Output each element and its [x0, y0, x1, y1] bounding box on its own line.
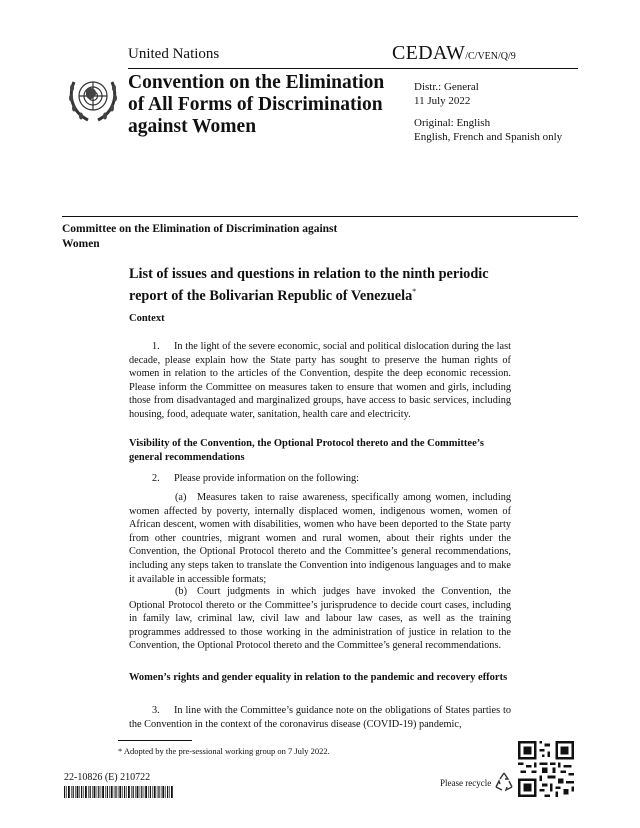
section-heading-pandemic: Women’s rights and gender equality in relation to the pandemic and recovery efforts: [129, 672, 508, 683]
paragraph-2a: [129, 491, 511, 586]
paragraph-2b: [129, 585, 511, 653]
un-emblem-icon: [64, 72, 122, 124]
document-title-text: List of issues and questions in relation to the ninth periodic report of the Bolivarian Republic of Venezuela: [129, 266, 489, 304]
section-heading-context: Context: [129, 313, 165, 324]
subparagraph-letter: (b): [175, 586, 188, 597]
document-symbol: [392, 42, 516, 65]
section-heading-visibility: Visibility of the Convention, the Optional Protocol thereto and the Committee’s general recommendations: [129, 438, 484, 463]
issue-date: 11 July 2022: [414, 95, 471, 107]
paragraph-1: [129, 340, 511, 422]
distribution: Distr.: General: [414, 81, 479, 93]
footnote-marker: *: [412, 287, 417, 296]
recycle-icon: [492, 770, 516, 794]
languages: English, French and Spanish only: [414, 131, 563, 143]
committee-name: Committee on the Elimination of Discrimination against Women: [62, 223, 338, 250]
symbol-suffix: /C/VEN/Q/9: [465, 51, 516, 62]
footnote-rule: [118, 740, 192, 741]
symbol-main: CEDAW: [392, 42, 466, 64]
qr-code-icon: [518, 741, 574, 797]
barcode-icon: [64, 786, 174, 798]
recycle-label: Please recycle: [440, 778, 492, 788]
organization-name: United Nations: [128, 46, 220, 62]
paragraph-text: In line with the Committee’s guidance note on the obligations of States parties to the Convention in the context of the coronavirus disease (COVID-19) pandemic,: [129, 705, 511, 730]
distribution-block: [414, 80, 479, 108]
paragraph-2: [129, 472, 511, 486]
paragraph-text: In the light of the severe economic, social and political dislocation during the last decade, please explain how the State party has sought to preserve the human rights of women in relation to the articles of the Convention, despite the deep economic recession. Please inform the Committee on measures taken to ensure that women and girls, including those from disadvantaged and marginalized groups, have access to basic services, including housing, food, adequate water, sanitation, health care and electricity.: [129, 341, 511, 420]
original-language: Original: English: [414, 117, 491, 129]
paragraph-3: [129, 704, 511, 731]
subparagraph-letter: (a): [175, 492, 187, 503]
document-title: [129, 265, 511, 305]
paragraph-text: Measures taken to raise awareness, specifically among women, including women affected by poverty, internally displaced women, indigenous women, women of African descent, women with disabilities, women who have been deported to the State party from other countries, migrant women and rural women, about their rights under the Convention, the Optional Protocol thereto and the Committee’s general recommendations, including any steps taken to translate the Convention into indigenous languages and to make it available in accessible formats;: [129, 492, 511, 585]
paragraph-text: Court judgments in which judges have invoked the Convention, the Optional Protocol thereto or the Committee’s jurisprudence to decide court cases, including in family law, criminal law, civil law and labour law cases, as well as the training programmes addressed to those working in the administration of justice in relation to the Convention, the Optional Protocol thereto and the Committee’s general recommendations.: [129, 586, 511, 652]
job-number: 22-10826 (E) 210722: [64, 772, 151, 783]
paragraph-number: 2.: [152, 473, 160, 484]
footnote: * Adopted by the pre-sessional working group on 7 July 2022.: [118, 746, 330, 756]
header-rule: [128, 68, 578, 69]
committee-rule: [62, 216, 578, 217]
paragraph-number: 1.: [152, 341, 160, 352]
convention-title: Convention on the Elimination of All Forms of Discrimination against Women: [128, 72, 385, 137]
paragraph-text: Please provide information on the following:: [174, 473, 360, 484]
paragraph-number: 3.: [152, 705, 160, 716]
language-block: [414, 116, 562, 144]
